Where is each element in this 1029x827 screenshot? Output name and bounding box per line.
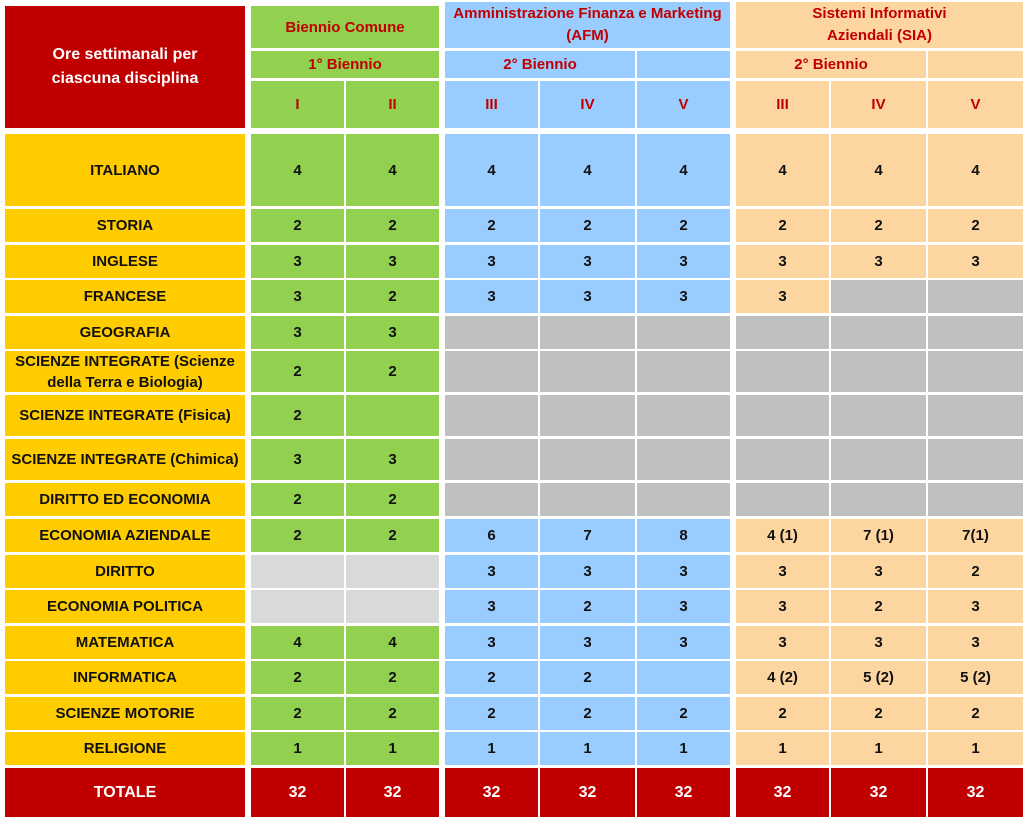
hours-religione-bc-ii: 1 xyxy=(346,732,439,765)
hours-religione-afm-iii: 1 xyxy=(445,732,538,765)
totale-afm-iii: 32 xyxy=(445,768,538,817)
hours-francese-bc-i: 3 xyxy=(251,280,344,313)
hours-informatica-afm-iv: 2 xyxy=(540,661,635,694)
hours-economia-aziendale-afm-iii: 6 xyxy=(445,519,538,552)
hours-inglese-bc-ii: 3 xyxy=(346,245,439,278)
hours-geografia-bc-ii: 3 xyxy=(346,316,439,349)
hours-inglese-afm-iii: 3 xyxy=(445,245,538,278)
hours-economia-politica-bc-ii xyxy=(346,590,439,623)
hours-economia-politica-afm-v: 3 xyxy=(637,590,730,623)
year-header-afm-iv: IV xyxy=(540,81,635,128)
hours-scienze-fisica-afm-v xyxy=(637,395,730,436)
hours-italiano-bc-i: 4 xyxy=(251,134,344,206)
hours-religione-afm-v: 1 xyxy=(637,732,730,765)
hours-scienze-fisica-bc-i: 2 xyxy=(251,395,344,436)
hours-geografia-afm-iii xyxy=(445,316,538,349)
hours-scienze-terra-biologia-bc-i: 2 xyxy=(251,351,344,392)
totale-afm-iv: 32 xyxy=(540,768,635,817)
hours-matematica-afm-iii: 3 xyxy=(445,626,538,659)
hours-inglese-sia-v: 3 xyxy=(928,245,1023,278)
hours-economia-politica-sia-v: 3 xyxy=(928,590,1023,623)
hours-diritto-sia-iv: 3 xyxy=(831,555,926,588)
totale-bc-i: 32 xyxy=(251,768,344,817)
hours-religione-sia-iv: 1 xyxy=(831,732,926,765)
hours-economia-aziendale-afm-iv: 7 xyxy=(540,519,635,552)
hours-economia-aziendale-bc-ii: 2 xyxy=(346,519,439,552)
hours-francese-afm-v: 3 xyxy=(637,280,730,313)
hours-scienze-motorie-afm-iii: 2 xyxy=(445,697,538,730)
hours-matematica-sia-v: 3 xyxy=(928,626,1023,659)
hours-italiano-sia-iv: 4 xyxy=(831,134,926,206)
subject-storia: STORIA xyxy=(5,209,245,242)
hours-diritto-economia-afm-v xyxy=(637,483,730,516)
hours-scienze-terra-biologia-sia-iv xyxy=(831,351,926,392)
afm-header: Amministrazione Finanza e Marketing (AFM) xyxy=(445,2,730,48)
hours-italiano-afm-iii: 4 xyxy=(445,134,538,206)
hours-economia-politica-bc-i xyxy=(251,590,344,623)
hours-scienze-motorie-afm-iv: 2 xyxy=(540,697,635,730)
hours-scienze-fisica-bc-ii xyxy=(346,395,439,436)
year-header-bc-ii: II xyxy=(346,81,439,128)
hours-inglese-bc-i: 3 xyxy=(251,245,344,278)
hours-scienze-fisica-afm-iii xyxy=(445,395,538,436)
hours-francese-afm-iv: 3 xyxy=(540,280,635,313)
hours-inglese-afm-v: 3 xyxy=(637,245,730,278)
subject-scienze-fisica: SCIENZE INTEGRATE (Fisica) xyxy=(5,395,245,436)
subject-scienze-chimica: SCIENZE INTEGRATE (Chimica) xyxy=(5,439,245,480)
subject-diritto: DIRITTO xyxy=(5,555,245,588)
hours-diritto-sia-v: 2 xyxy=(928,555,1023,588)
hours-matematica-afm-iv: 3 xyxy=(540,626,635,659)
subject-inglese: INGLESE xyxy=(5,245,245,278)
sia-empty-header xyxy=(928,51,1023,78)
hours-italiano-afm-v: 4 xyxy=(637,134,730,206)
hours-geografia-bc-i: 3 xyxy=(251,316,344,349)
totale-sia-iv: 32 xyxy=(831,768,926,817)
hours-scienze-terra-biologia-afm-iii xyxy=(445,351,538,392)
hours-scienze-fisica-sia-v xyxy=(928,395,1023,436)
afm-empty-header xyxy=(637,51,730,78)
hours-scienze-chimica-bc-i: 3 xyxy=(251,439,344,480)
hours-economia-aziendale-sia-v: 7(1) xyxy=(928,519,1023,552)
hours-scienze-terra-biologia-bc-ii: 2 xyxy=(346,351,439,392)
hours-scienze-chimica-sia-iii xyxy=(736,439,829,480)
hours-religione-bc-i: 1 xyxy=(251,732,344,765)
hours-diritto-economia-sia-v xyxy=(928,483,1023,516)
hours-scienze-terra-biologia-sia-iii xyxy=(736,351,829,392)
corner-header: Ore settimanali per ciascuna disciplina xyxy=(5,6,245,128)
subject-geografia: GEOGRAFIA xyxy=(5,316,245,349)
hours-diritto-economia-bc-ii: 2 xyxy=(346,483,439,516)
totale-bc-ii: 32 xyxy=(346,768,439,817)
biennio-comune-header: Biennio Comune xyxy=(251,6,439,48)
hours-diritto-afm-v: 3 xyxy=(637,555,730,588)
hours-economia-aziendale-sia-iv: 7 (1) xyxy=(831,519,926,552)
hours-religione-sia-iii: 1 xyxy=(736,732,829,765)
primo-biennio-header: 1° Biennio xyxy=(251,51,439,78)
hours-scienze-chimica-afm-v xyxy=(637,439,730,480)
hours-storia-bc-i: 2 xyxy=(251,209,344,242)
hours-diritto-economia-sia-iii xyxy=(736,483,829,516)
hours-inglese-afm-iv: 3 xyxy=(540,245,635,278)
hours-diritto-economia-afm-iii xyxy=(445,483,538,516)
hours-diritto-afm-iv: 3 xyxy=(540,555,635,588)
hours-economia-politica-sia-iii: 3 xyxy=(736,590,829,623)
hours-scienze-chimica-afm-iv xyxy=(540,439,635,480)
hours-matematica-bc-i: 4 xyxy=(251,626,344,659)
year-header-sia-iv: IV xyxy=(831,81,926,128)
hours-diritto-economia-sia-iv xyxy=(831,483,926,516)
hours-informatica-sia-iv: 5 (2) xyxy=(831,661,926,694)
hours-diritto-sia-iii: 3 xyxy=(736,555,829,588)
year-header-afm-iii: III xyxy=(445,81,538,128)
hours-scienze-motorie-sia-iii: 2 xyxy=(736,697,829,730)
subject-italiano: ITALIANO xyxy=(5,134,245,206)
subject-scienze-motorie: SCIENZE MOTORIE xyxy=(5,697,245,730)
subject-economia-aziendale: ECONOMIA AZIENDALE xyxy=(5,519,245,552)
sia-header: Sistemi Informativi Aziendali (SIA) xyxy=(736,2,1023,48)
hours-matematica-bc-ii: 4 xyxy=(346,626,439,659)
hours-scienze-fisica-sia-iii xyxy=(736,395,829,436)
hours-scienze-fisica-sia-iv xyxy=(831,395,926,436)
totale-afm-v: 32 xyxy=(637,768,730,817)
hours-informatica-sia-v: 5 (2) xyxy=(928,661,1023,694)
hours-diritto-afm-iii: 3 xyxy=(445,555,538,588)
hours-geografia-sia-iv xyxy=(831,316,926,349)
hours-scienze-chimica-bc-ii: 3 xyxy=(346,439,439,480)
hours-religione-sia-v: 1 xyxy=(928,732,1023,765)
subject-diritto-economia: DIRITTO ED ECONOMIA xyxy=(5,483,245,516)
subject-religione: RELIGIONE xyxy=(5,732,245,765)
hours-storia-bc-ii: 2 xyxy=(346,209,439,242)
hours-italiano-afm-iv: 4 xyxy=(540,134,635,206)
hours-storia-afm-v: 2 xyxy=(637,209,730,242)
hours-geografia-sia-v xyxy=(928,316,1023,349)
year-header-sia-v: V xyxy=(928,81,1023,128)
subject-francese: FRANCESE xyxy=(5,280,245,313)
subject-matematica: MATEMATICA xyxy=(5,626,245,659)
hours-diritto-economia-afm-iv xyxy=(540,483,635,516)
hours-scienze-motorie-afm-v: 2 xyxy=(637,697,730,730)
hours-francese-sia-v xyxy=(928,280,1023,313)
hours-scienze-motorie-sia-iv: 2 xyxy=(831,697,926,730)
hours-economia-aziendale-bc-i: 2 xyxy=(251,519,344,552)
hours-storia-sia-v: 2 xyxy=(928,209,1023,242)
hours-francese-afm-iii: 3 xyxy=(445,280,538,313)
hours-scienze-chimica-sia-v xyxy=(928,439,1023,480)
year-header-sia-iii: III xyxy=(736,81,829,128)
sia-secondo-biennio-header: 2° Biennio xyxy=(736,51,926,78)
hours-geografia-sia-iii xyxy=(736,316,829,349)
afm-secondo-biennio-header: 2° Biennio xyxy=(445,51,635,78)
hours-storia-afm-iii: 2 xyxy=(445,209,538,242)
hours-storia-afm-iv: 2 xyxy=(540,209,635,242)
totale-label: TOTALE xyxy=(5,768,245,817)
hours-inglese-sia-iii: 3 xyxy=(736,245,829,278)
hours-economia-politica-sia-iv: 2 xyxy=(831,590,926,623)
subject-informatica: INFORMATICA xyxy=(5,661,245,694)
hours-diritto-economia-bc-i: 2 xyxy=(251,483,344,516)
hours-informatica-bc-ii: 2 xyxy=(346,661,439,694)
hours-economia-aziendale-sia-iii: 4 (1) xyxy=(736,519,829,552)
hours-scienze-motorie-bc-i: 2 xyxy=(251,697,344,730)
hours-economia-aziendale-afm-v: 8 xyxy=(637,519,730,552)
hours-storia-sia-iii: 2 xyxy=(736,209,829,242)
hours-economia-politica-afm-iv: 2 xyxy=(540,590,635,623)
hours-scienze-chimica-afm-iii xyxy=(445,439,538,480)
year-header-afm-v: V xyxy=(637,81,730,128)
totale-sia-iii: 32 xyxy=(736,768,829,817)
hours-religione-afm-iv: 1 xyxy=(540,732,635,765)
hours-storia-sia-iv: 2 xyxy=(831,209,926,242)
hours-informatica-afm-iii: 2 xyxy=(445,661,538,694)
hours-geografia-afm-v xyxy=(637,316,730,349)
hours-scienze-terra-biologia-afm-v xyxy=(637,351,730,392)
hours-francese-sia-iv xyxy=(831,280,926,313)
hours-scienze-terra-biologia-afm-iv xyxy=(540,351,635,392)
hours-scienze-chimica-sia-iv xyxy=(831,439,926,480)
hours-informatica-afm-v xyxy=(637,661,730,694)
hours-italiano-sia-v: 4 xyxy=(928,134,1023,206)
hours-scienze-fisica-afm-iv xyxy=(540,395,635,436)
totale-sia-v: 32 xyxy=(928,768,1023,817)
subject-economia-politica: ECONOMIA POLITICA xyxy=(5,590,245,623)
hours-diritto-bc-i xyxy=(251,555,344,588)
hours-francese-bc-ii: 2 xyxy=(346,280,439,313)
hours-geografia-afm-iv xyxy=(540,316,635,349)
hours-informatica-sia-iii: 4 (2) xyxy=(736,661,829,694)
hours-scienze-motorie-bc-ii: 2 xyxy=(346,697,439,730)
hours-italiano-bc-ii: 4 xyxy=(346,134,439,206)
hours-francese-sia-iii: 3 xyxy=(736,280,829,313)
subject-scienze-terra-biologia: SCIENZE INTEGRATE (Scienze della Terra e Biologia) xyxy=(5,351,245,392)
hours-scienze-terra-biologia-sia-v xyxy=(928,351,1023,392)
hours-inglese-sia-iv: 3 xyxy=(831,245,926,278)
year-header-bc-i: I xyxy=(251,81,344,128)
hours-diritto-bc-ii xyxy=(346,555,439,588)
hours-matematica-sia-iv: 3 xyxy=(831,626,926,659)
hours-economia-politica-afm-iii: 3 xyxy=(445,590,538,623)
hours-informatica-bc-i: 2 xyxy=(251,661,344,694)
hours-italiano-sia-iii: 4 xyxy=(736,134,829,206)
hours-scienze-motorie-sia-v: 2 xyxy=(928,697,1023,730)
hours-matematica-sia-iii: 3 xyxy=(736,626,829,659)
hours-matematica-afm-v: 3 xyxy=(637,626,730,659)
